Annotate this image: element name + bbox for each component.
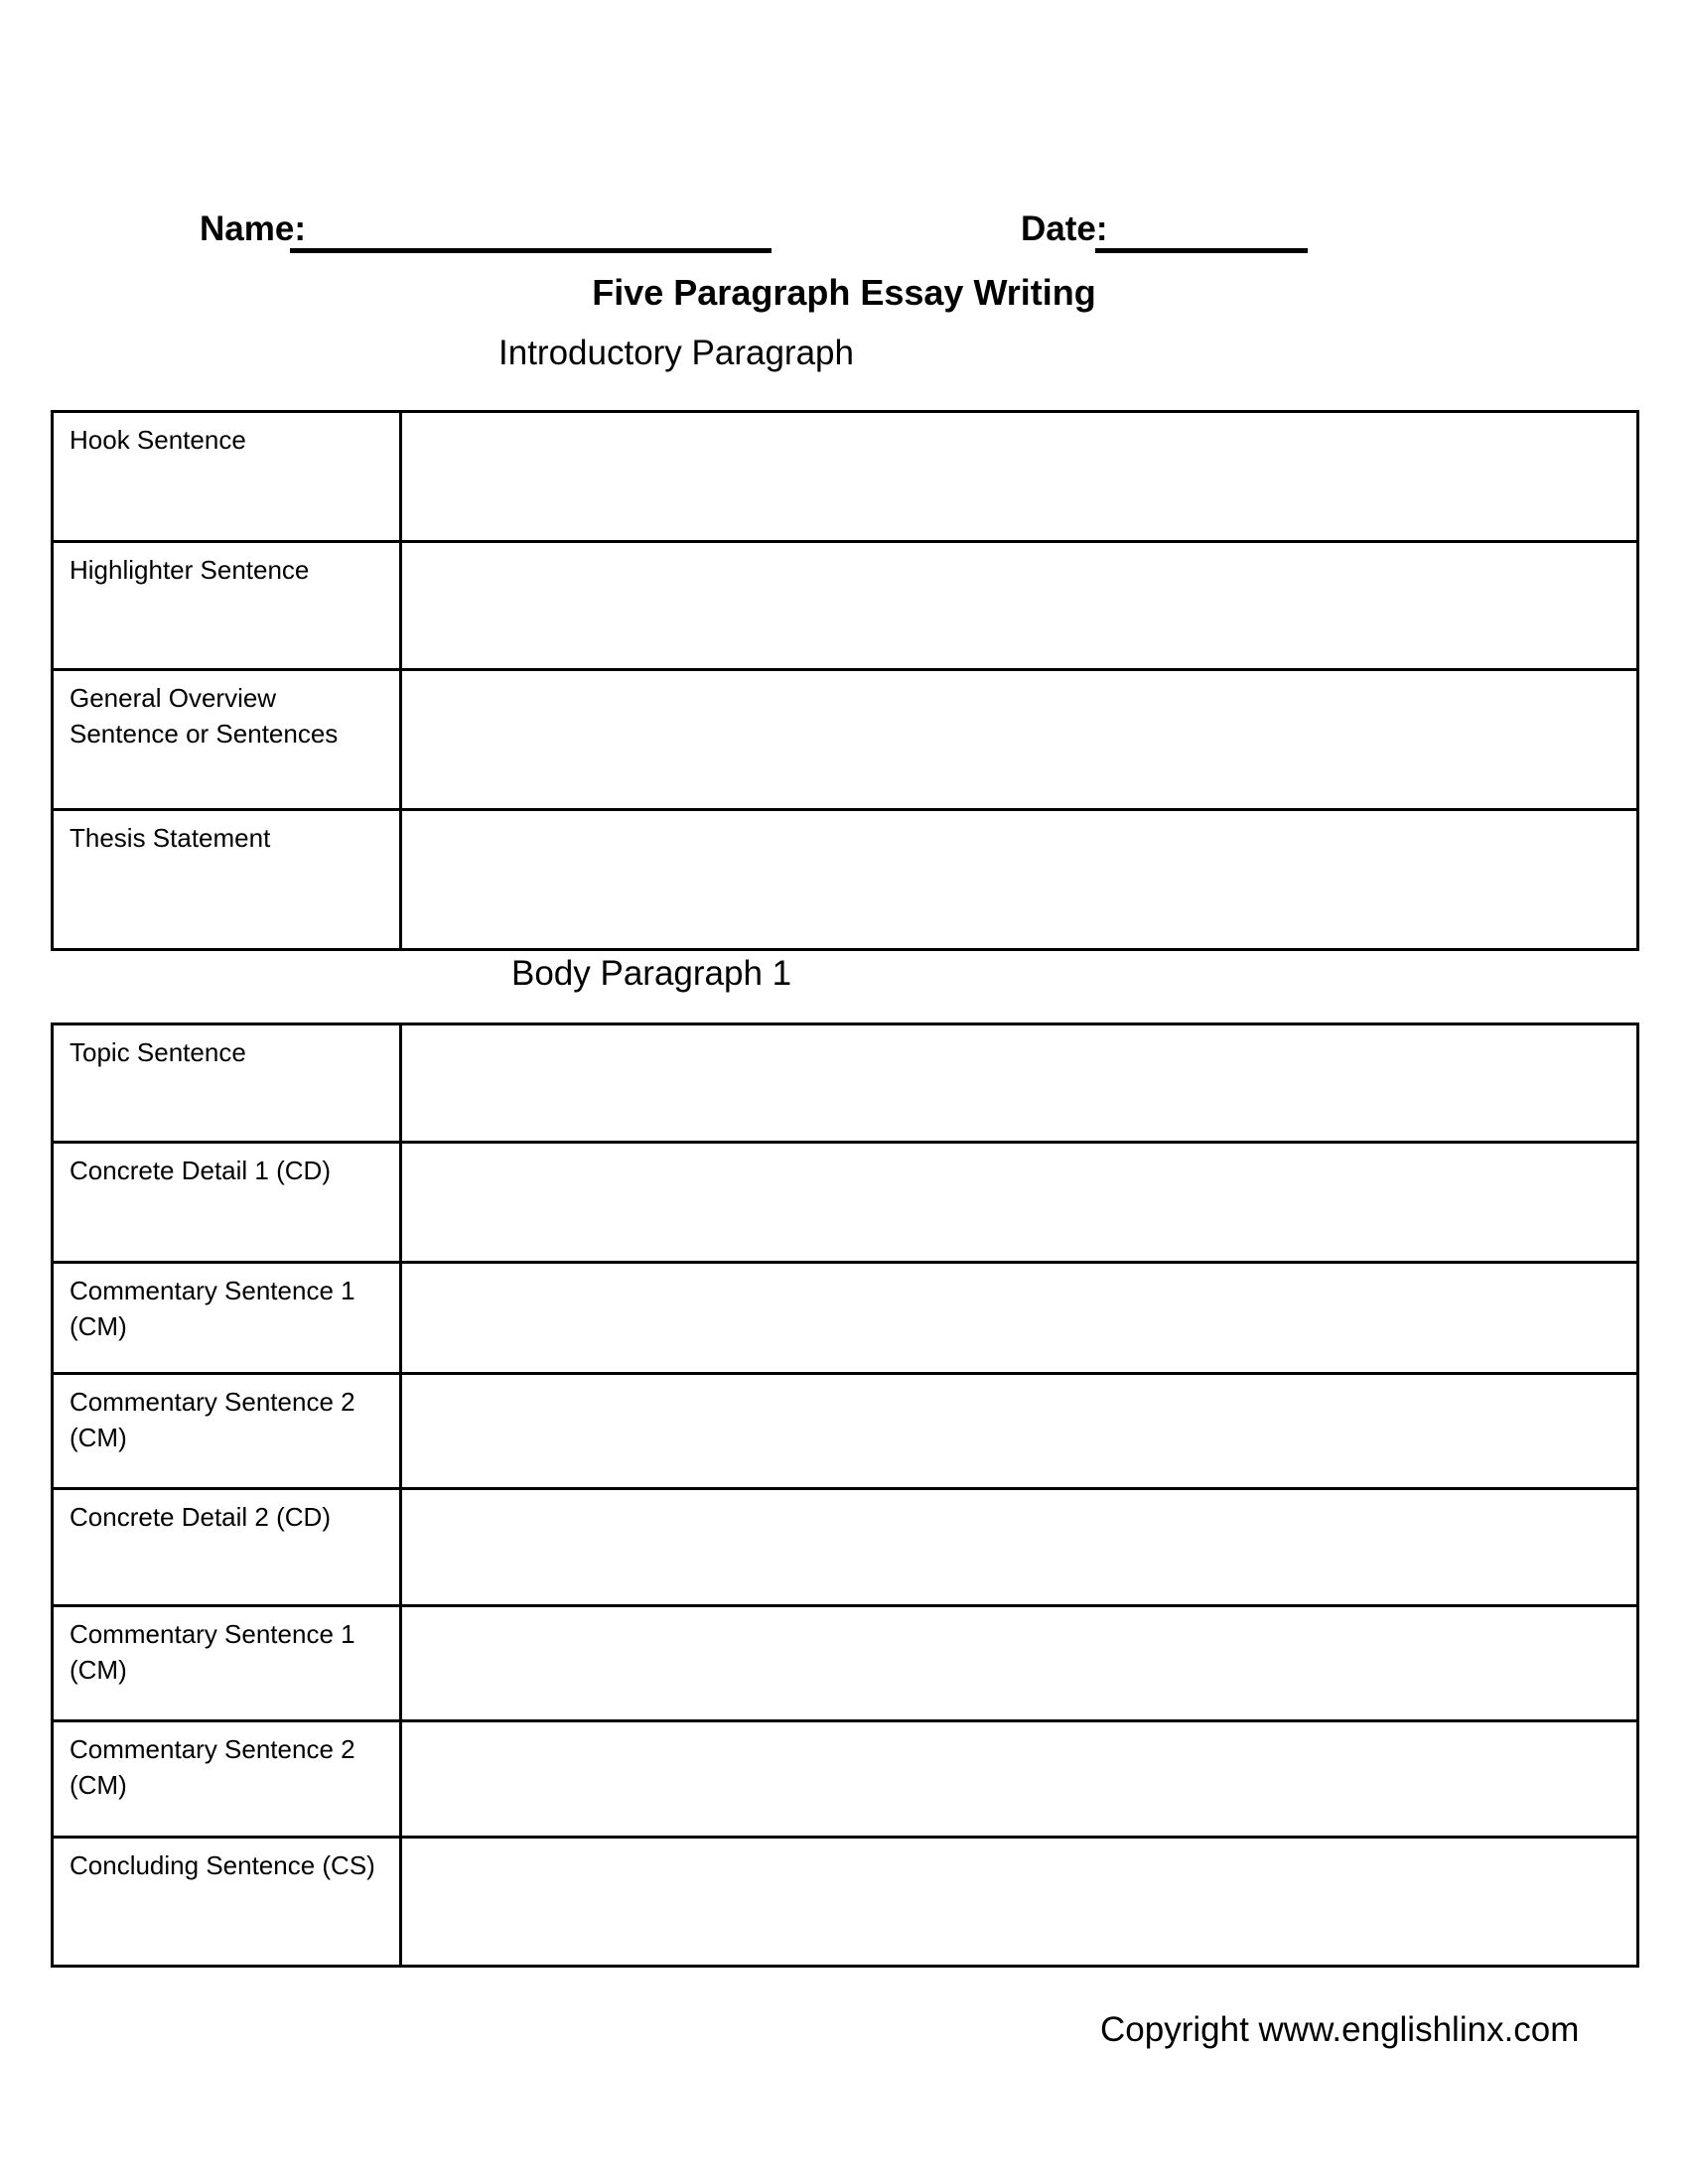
table-row bbox=[53, 810, 1638, 950]
row-label: Commentary Sentence 1 (CM) bbox=[53, 1263, 401, 1374]
table-row bbox=[53, 542, 1638, 670]
table-row bbox=[53, 1374, 1638, 1489]
answer-cell[interactable] bbox=[401, 1838, 1638, 1967]
row-label: General Overview Sentence or Sentences bbox=[53, 670, 401, 810]
table-row bbox=[53, 412, 1638, 542]
row-label: Commentary Sentence 2 (CM) bbox=[53, 1374, 401, 1489]
intro-paragraph-table bbox=[51, 410, 1639, 951]
answer-cell[interactable] bbox=[401, 1489, 1638, 1606]
row-label: Commentary Sentence 1 (CM) bbox=[53, 1606, 401, 1721]
table-row bbox=[53, 1721, 1638, 1838]
table-row bbox=[53, 1143, 1638, 1263]
answer-cell[interactable] bbox=[401, 1024, 1638, 1143]
row-label: Concluding Sentence (CS) bbox=[53, 1838, 401, 1967]
name-fill-line[interactable] bbox=[290, 210, 772, 253]
table-row bbox=[53, 1606, 1638, 1721]
answer-cell[interactable] bbox=[401, 810, 1638, 950]
table-row bbox=[53, 1838, 1638, 1967]
answer-cell[interactable] bbox=[401, 1143, 1638, 1263]
body-paragraph-1-table bbox=[51, 1023, 1639, 1968]
answer-cell[interactable] bbox=[401, 1721, 1638, 1838]
answer-cell[interactable] bbox=[401, 1374, 1638, 1489]
name-label: Name: bbox=[200, 209, 306, 248]
answer-cell[interactable] bbox=[401, 670, 1638, 810]
page-title: Five Paragraph Essay Writing bbox=[592, 272, 1096, 313]
answer-cell[interactable] bbox=[401, 542, 1638, 670]
section-heading-introductory-paragraph: Introductory Paragraph bbox=[498, 334, 854, 372]
table-row bbox=[53, 1024, 1638, 1143]
row-label: Hook Sentence bbox=[53, 412, 401, 542]
table-row bbox=[53, 1489, 1638, 1606]
section-heading-body-paragraph-1: Body Paragraph 1 bbox=[511, 954, 792, 993]
row-label: Thesis Statement bbox=[53, 810, 401, 950]
answer-cell[interactable] bbox=[401, 1263, 1638, 1374]
date-label: Date: bbox=[1021, 209, 1108, 248]
answer-cell[interactable] bbox=[401, 412, 1638, 542]
row-label: Concrete Detail 2 (CD) bbox=[53, 1489, 401, 1606]
date-fill-line[interactable] bbox=[1095, 210, 1308, 253]
row-label: Concrete Detail 1 (CD) bbox=[53, 1143, 401, 1263]
row-label: Commentary Sentence 2 (CM) bbox=[53, 1721, 401, 1838]
answer-cell[interactable] bbox=[401, 1606, 1638, 1721]
copyright-text: Copyright www.englishlinx.com bbox=[1100, 2010, 1580, 2049]
row-label: Highlighter Sentence bbox=[53, 542, 401, 670]
table-row bbox=[53, 670, 1638, 810]
row-label: Topic Sentence bbox=[53, 1024, 401, 1143]
table-row bbox=[53, 1263, 1638, 1374]
